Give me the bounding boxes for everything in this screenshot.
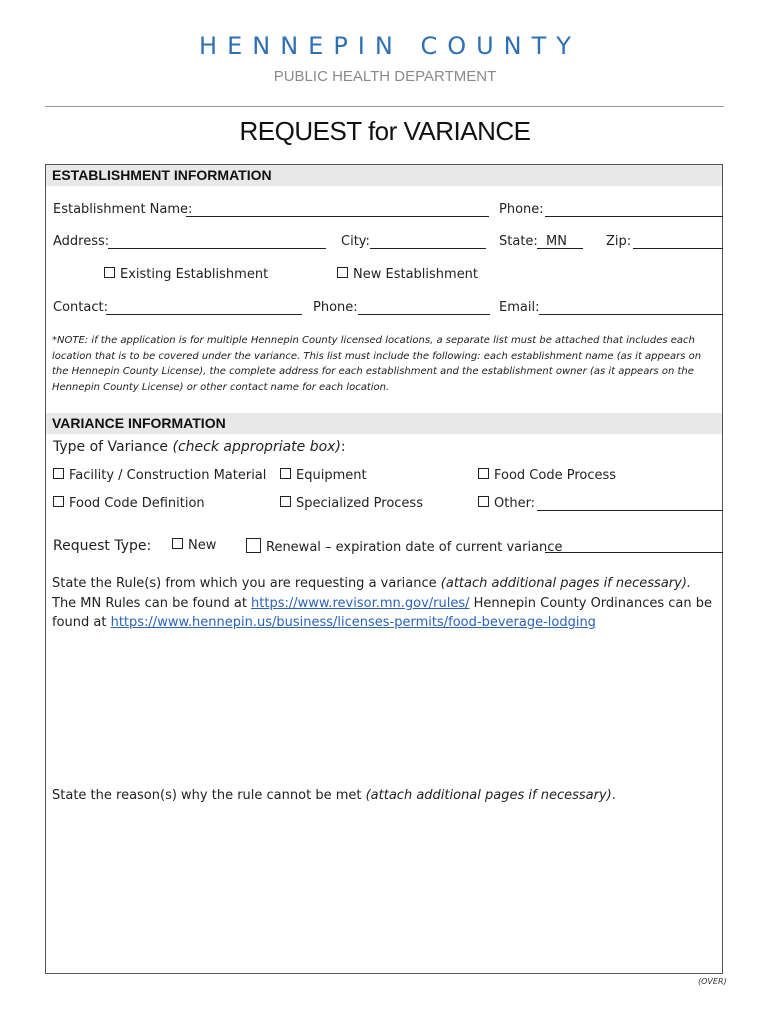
other-field[interactable] [537, 510, 723, 511]
contact-phone-label: Phone: [313, 300, 358, 315]
facility-label: Facility / Construction Material [69, 468, 267, 483]
new-establishment-label: New Establishment [353, 267, 479, 282]
food-code-definition-label: Food Code Definition [69, 496, 205, 511]
reason-paragraph [52, 786, 718, 806]
specialized-process-checkbox[interactable] [280, 496, 291, 507]
address-field[interactable] [108, 248, 326, 249]
contact-label: Contact: [53, 300, 108, 315]
rules-hint: (attach additional pages if necessary). [440, 576, 692, 591]
request-renewal-checkbox[interactable] [246, 538, 261, 553]
specialized-process-option[interactable] [280, 496, 423, 511]
food-code-process-label: Food Code Process [494, 468, 617, 483]
food-code-definition-checkbox[interactable] [53, 496, 64, 507]
other-option[interactable] [478, 496, 535, 511]
request-new-label: New [188, 538, 217, 553]
department-name: PUBLIC HEALTH DEPARTMENT [273, 68, 497, 85]
establishment-name-field[interactable] [186, 216, 489, 217]
equipment-option[interactable] [280, 468, 367, 483]
hennepin-ordinances-link[interactable]: https://www.hennepin.us/business/licenses-permits/food-beverage-lodging [110, 615, 596, 630]
food-code-definition-option[interactable] [53, 496, 205, 511]
equipment-checkbox[interactable] [280, 468, 291, 479]
request-renewal-label: Renewal – expiration date of current variance [266, 540, 563, 555]
reason-end: . [611, 788, 616, 803]
rules-text-2: The MN Rules can be found at [52, 595, 252, 611]
facility-option[interactable] [53, 468, 266, 483]
page-title: REQUEST for VARIANCE [239, 116, 531, 146]
city-label: City: [341, 234, 370, 249]
rules-text-1: State the Rule(s) from which you are requesting a variance [52, 576, 437, 591]
food-code-process-checkbox[interactable] [478, 468, 489, 479]
rules-text-3: Hennepin County Ordinances can be found at [52, 595, 713, 630]
existing-establishment-checkbox[interactable] [104, 267, 115, 278]
equipment-label: Equipment [296, 468, 367, 483]
existing-establishment-label: Existing Establishment [120, 267, 269, 282]
variance-type-hint: (check appropriate box) [172, 439, 341, 455]
establishment-section-heading: ESTABLISHMENT INFORMATION [46, 165, 722, 186]
new-establishment-checkbox[interactable] [337, 267, 348, 278]
over-marker: (OVER) [698, 977, 727, 986]
contact-field[interactable] [106, 314, 302, 315]
zip-label: Zip: [606, 234, 632, 249]
county-name: HENNEPIN COUNTY [199, 32, 581, 60]
request-type-label: Request Type: [53, 538, 152, 554]
food-code-process-option[interactable] [478, 468, 616, 483]
variance-type-colon: : [340, 439, 346, 455]
state-label: State: [499, 234, 538, 249]
zip-field[interactable] [633, 248, 723, 249]
contact-phone-field[interactable] [358, 314, 490, 315]
request-renewal-option[interactable] [246, 538, 562, 555]
expiration-date-field[interactable] [545, 552, 723, 553]
variance-section-heading: VARIANCE INFORMATION [46, 413, 722, 434]
reason-hint: (attach additional pages if necessary) [365, 788, 612, 803]
email-field[interactable] [539, 314, 723, 315]
request-new-option[interactable] [172, 538, 216, 553]
form-frame [45, 164, 723, 974]
multiple-locations-note: *NOTE: if the application is for multiple Hennepin County licensed locations, a separate list must be attached that includes each location that is to be covered under the variance. This list must include the following: each establishment name (as it appears on the Hennepin County License), the complete address for each establishment and the establishment owner (as it appears on the Hennepin County License) or other contact name for each location. [52, 335, 702, 393]
request-new-checkbox[interactable] [172, 538, 183, 549]
header-divider [45, 106, 724, 107]
establishment-phone-label: Phone: [499, 202, 544, 217]
other-checkbox[interactable] [478, 496, 489, 507]
rules-paragraph [52, 574, 718, 633]
reason-text: State the reason(s) why the rule cannot be met [52, 788, 362, 803]
existing-establishment-option[interactable] [104, 267, 268, 282]
new-establishment-option[interactable] [337, 267, 478, 282]
establishment-name-label: Establishment Name: [53, 202, 193, 217]
address-label: Address: [53, 234, 110, 249]
establishment-phone-field[interactable] [545, 216, 723, 217]
email-label: Email: [499, 300, 540, 315]
variance-type-label [53, 439, 346, 455]
specialized-process-label: Specialized Process [296, 496, 423, 511]
other-label: Other: [494, 496, 536, 511]
state-value: MN [546, 234, 567, 249]
mn-rules-link[interactable]: https://www.revisor.mn.gov/rules/ [251, 595, 470, 611]
city-field[interactable] [370, 248, 486, 249]
facility-checkbox[interactable] [53, 468, 64, 479]
variance-type-text: Type of Variance [53, 439, 169, 455]
